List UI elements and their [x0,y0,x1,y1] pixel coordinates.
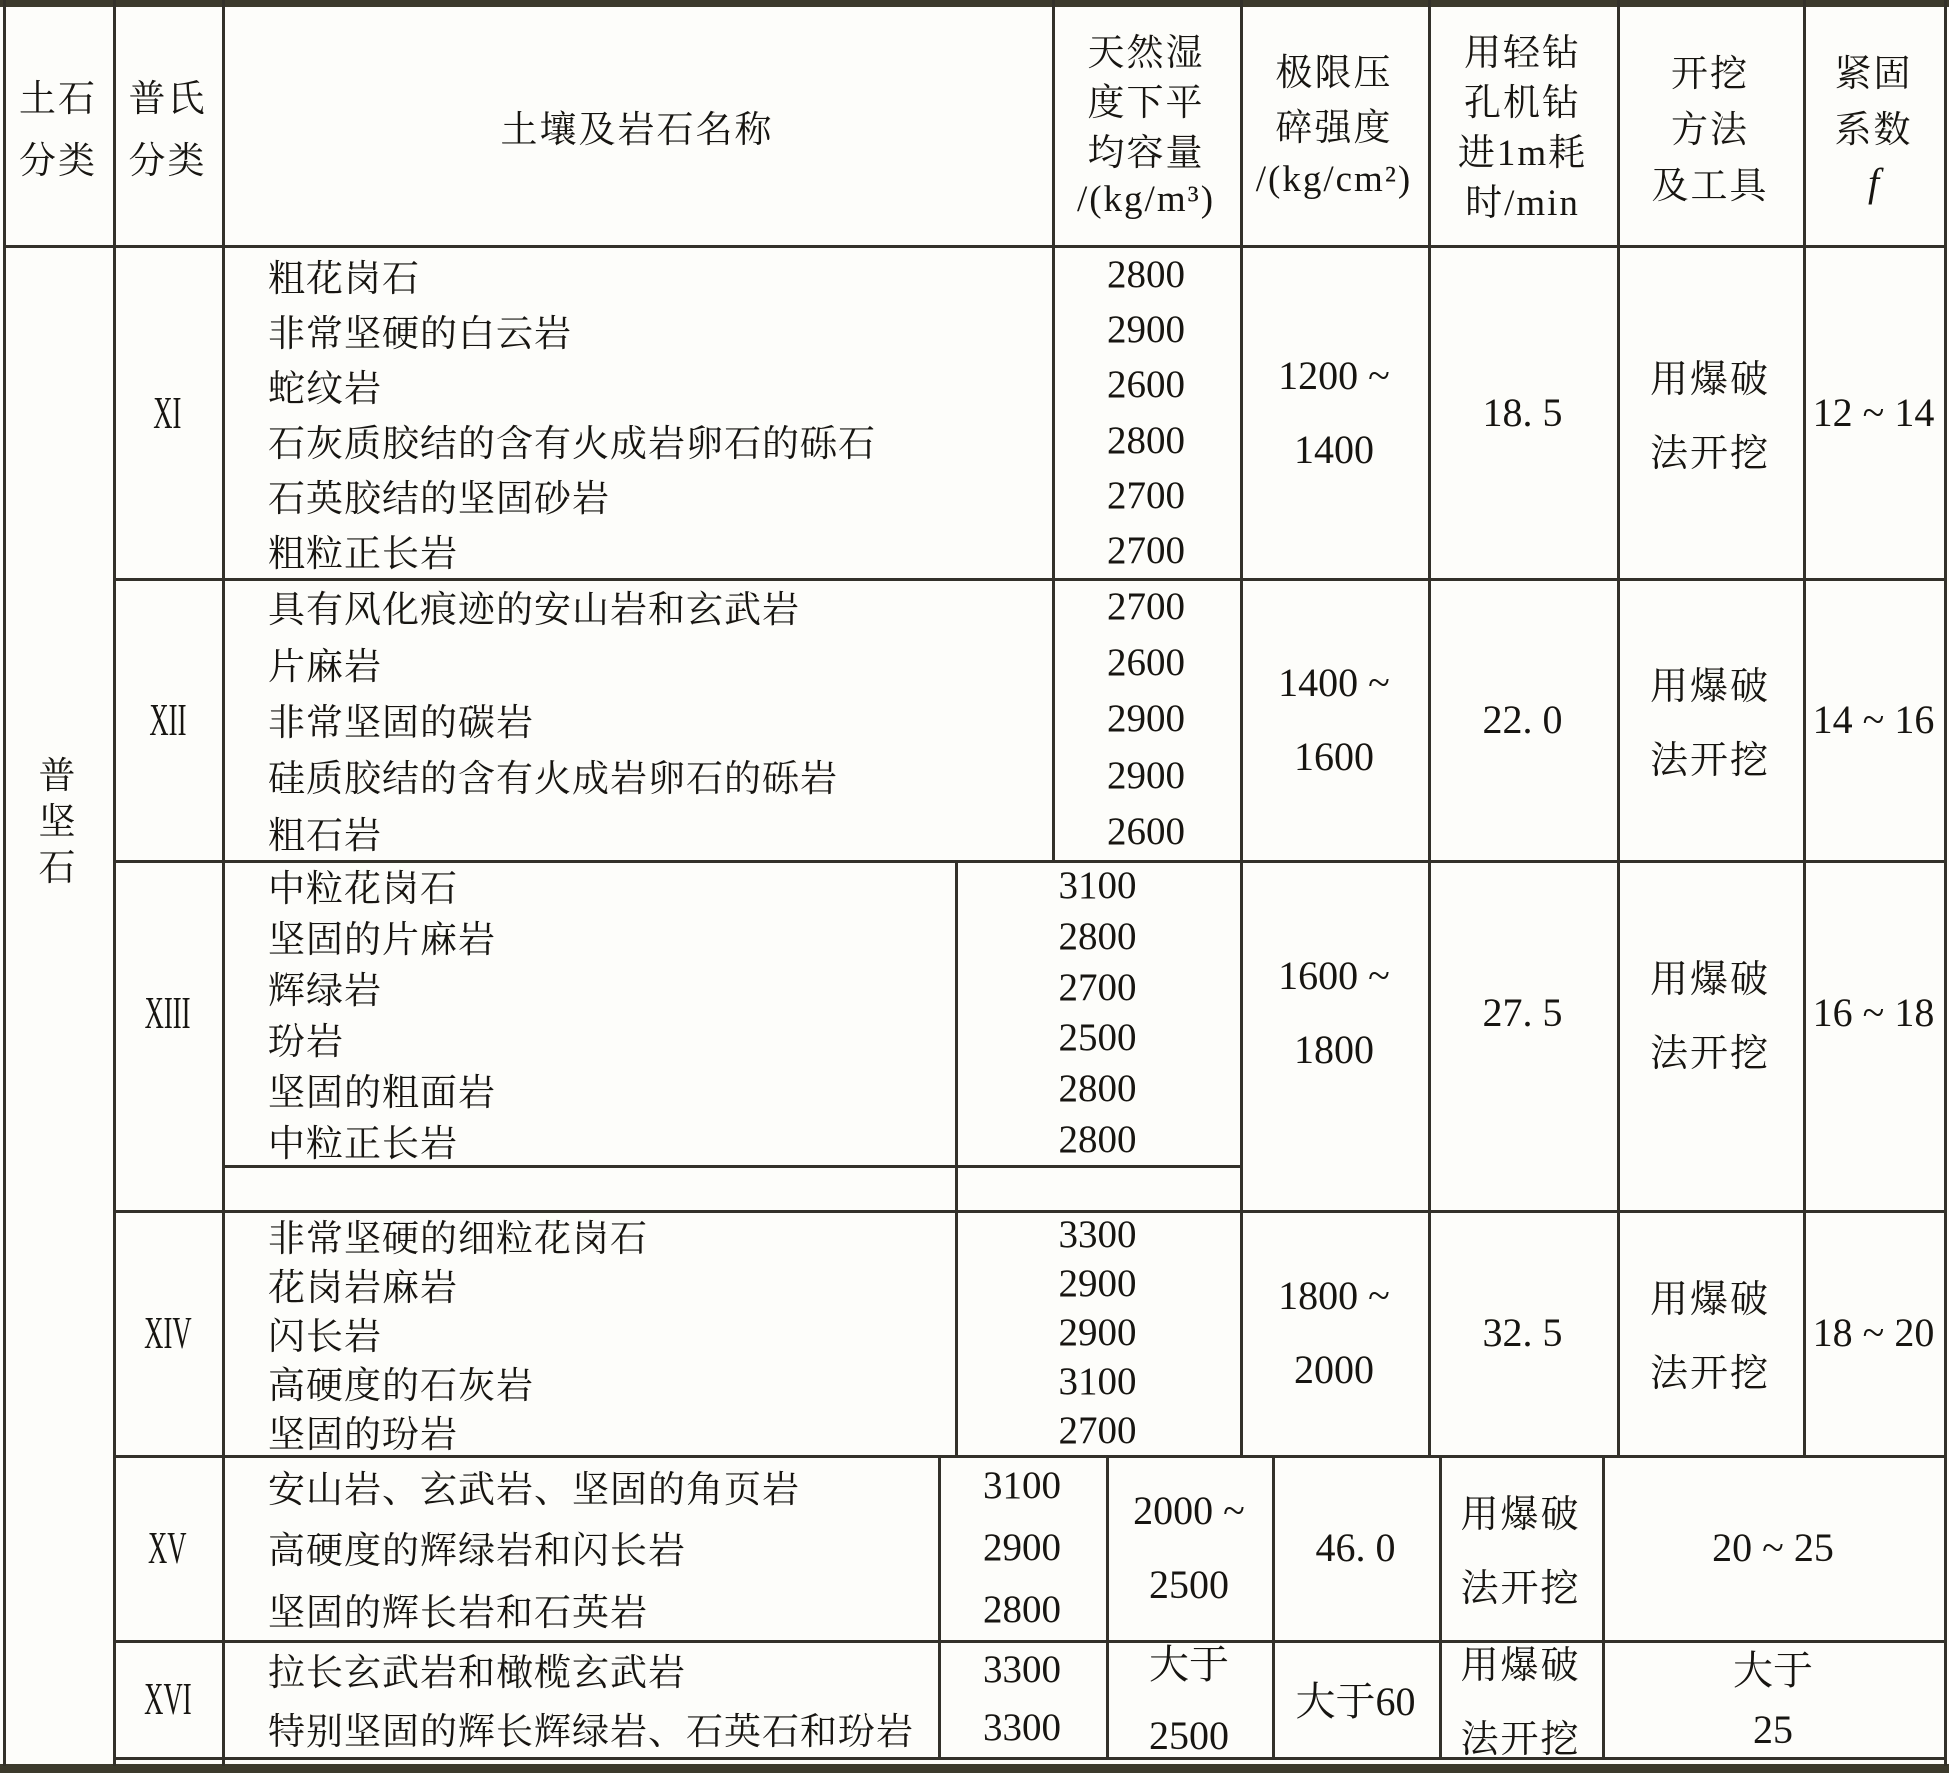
capacity-value: 2700 [1058,965,1137,1009]
capacity-value: 2800 [1058,1067,1137,1111]
capacity-value: 2800 [1058,914,1137,958]
capacity-value: 2900 [1107,308,1185,352]
strength-cell: 1200 ~ 1400 [1278,353,1390,472]
rock-name: 石英胶结的坚固砂岩 [268,479,610,521]
rock-name: 石灰质胶结的含有火成岩卵石的砾石 [268,424,876,466]
rock-name: 非常坚固的碳岩 [268,702,534,744]
capacity-value: 2500 [1058,1016,1137,1060]
capacity-value: 2900 [1107,697,1185,741]
capacity-value: 2600 [1107,810,1185,854]
header-cell-firmness: 紧固 系数 f [1834,54,1913,205]
capacity-value: 2800 [1107,418,1185,462]
rock-name-list [222,1640,984,1757]
capacity-value: 3300 [1058,1213,1137,1256]
header-cell-drill: 用轻钻 孔机钻 进1m耗 时/min [1457,33,1588,224]
capacity-value: 3100 [1058,863,1137,907]
capacity-list [938,1455,1106,1640]
table-top-border [0,0,1949,7]
method-cell: 用爆破 法开挖 [1460,1494,1581,1610]
rock-name: 坚固的粗面岩 [268,1072,496,1114]
capacity-value: 2800 [1107,253,1185,297]
rock-name: 特别坚固的辉长辉绿岩、石英石和玢岩 [268,1711,914,1753]
drill-time-cell: 27. 5 [1482,990,1563,1035]
rock-name: 辉绿岩 [268,971,382,1013]
capacity-list [955,860,1240,1165]
capacity-list [938,1640,1106,1757]
capacity-value: 2800 [1058,1118,1137,1162]
header-cell-rock-name: 土壤及岩石名称 [500,110,774,151]
rock-name-list [222,247,1098,578]
table-bottom-border [0,1764,1949,1773]
header-cell-strength: 极限压 碎强度 /(kg/cm²) [1255,53,1413,200]
rock-name: 硅质胶结的含有火成岩卵石的砾岩 [268,759,838,801]
grade-cell: XIV [143,1307,192,1358]
rock-name: 蛇纹岩 [268,368,382,410]
grid-line-vertical [1944,0,1947,1766]
capacity-value: 2900 [1107,753,1185,797]
rock-name: 粗花岗石 [268,258,420,300]
rock-name: 安山岩、玄武岩、坚固的角页岩 [268,1469,800,1511]
rock-name: 非常坚硬的白云岩 [268,313,572,355]
method-cell: 用爆破 法开挖 [1649,359,1770,475]
firmness-cell: 大于 25 [1733,1648,1813,1752]
soil-class-label: 普 坚 石 [38,756,78,889]
capacity-list [1052,578,1240,860]
header-cell-soil-class: 土石 分类 [19,79,97,182]
firmness-cell: 18 ~ 20 [1812,1310,1935,1355]
rock-name: 非常坚硬的细粒花岗石 [268,1218,648,1260]
rock-name: 坚固的辉长岩和石英岩 [268,1593,648,1635]
drill-time-cell: 18. 5 [1482,390,1563,435]
drill-time-cell: 32. 5 [1482,1310,1563,1355]
rock-name: 花岗岩麻岩 [268,1267,458,1309]
drill-time-cell: 大于60 [1295,1679,1416,1724]
rock-name: 粗石岩 [268,815,382,857]
rock-name: 高硬度的辉绿岩和闪长岩 [268,1531,686,1573]
rock-name: 粗粒正长岩 [268,534,458,576]
capacity-value: 3100 [983,1464,1061,1508]
header-cell-capacity: 天然湿 度下平 均容量 /(kg/m³) [1076,33,1216,220]
grade-cell: XV [148,1522,187,1573]
capacity-value: 2700 [1107,584,1185,628]
capacity-value: 2600 [1107,363,1185,407]
rock-name: 具有风化痕迹的安山岩和玄武岩 [268,590,800,632]
rock-name: 坚固的玢岩 [268,1414,458,1456]
header-cell-proto-class: 普氏 分类 [128,79,207,182]
rock-name-list [222,1210,1001,1455]
capacity-value: 2700 [1107,528,1185,572]
method-cell: 用爆破 法开挖 [1649,1279,1770,1395]
capacity-value: 3300 [983,1706,1061,1750]
rock-name: 高硬度的石灰岩 [268,1365,534,1407]
rock-name: 片麻岩 [268,646,382,688]
strength-cell: 2000 ~ 2500 [1133,1488,1245,1607]
method-cell: 用爆破 法开挖 [1649,959,1770,1075]
firmness-cell: 16 ~ 18 [1812,990,1935,1035]
rock-name: 拉长玄武岩和橄榄玄武岩 [268,1653,686,1695]
method-cell: 用爆破 法开挖 [1460,1645,1581,1761]
capacity-value: 2700 [1058,1409,1137,1452]
grade-cell: XIII [144,987,191,1038]
capacity-value: 3100 [1058,1360,1137,1403]
rock-name: 玢岩 [268,1021,344,1063]
capacity-list [1052,247,1240,578]
grade-cell: XII [148,693,187,745]
rock-name-list [222,1455,984,1640]
drill-time-cell: 46. 0 [1315,1525,1396,1570]
rock-name: 坚固的片麻岩 [268,920,496,962]
firmness-cell: 20 ~ 25 [1712,1525,1834,1570]
firmness-cell: 12 ~ 14 [1812,390,1935,435]
rock-name: 中粒正长岩 [268,1123,458,1165]
firmness-cell: 14 ~ 16 [1812,696,1935,742]
capacity-value: 2600 [1107,641,1185,685]
method-cell: 用爆破 法开挖 [1649,665,1770,782]
drill-time-cell: 22. 0 [1482,696,1563,742]
grade-cell: XI [153,387,182,438]
header-cell-method: 开挖 方法 及工具 [1651,54,1769,207]
capacity-value: 2900 [1058,1262,1137,1305]
rock-name: 闪长岩 [268,1316,382,1358]
capacity-list [955,1210,1240,1455]
strength-cell: 1600 ~ 1800 [1278,953,1390,1072]
capacity-value: 2700 [1107,473,1185,517]
capacity-value: 2900 [1058,1311,1137,1354]
rock-name-list [222,860,1001,1165]
strength-cell: 大于 2500 [1149,1642,1229,1758]
grade-cell: XVI [143,1673,192,1724]
grid-line-vertical [113,0,116,1766]
strength-cell: 1400 ~ 1600 [1278,659,1390,779]
capacity-value: 3300 [983,1647,1061,1691]
strength-cell: 1800 ~ 2000 [1278,1273,1390,1392]
capacity-value: 2800 [983,1587,1061,1631]
rock-name: 中粒花岗石 [268,869,458,911]
rock-name-list [222,578,1098,860]
capacity-value: 2900 [983,1525,1061,1569]
